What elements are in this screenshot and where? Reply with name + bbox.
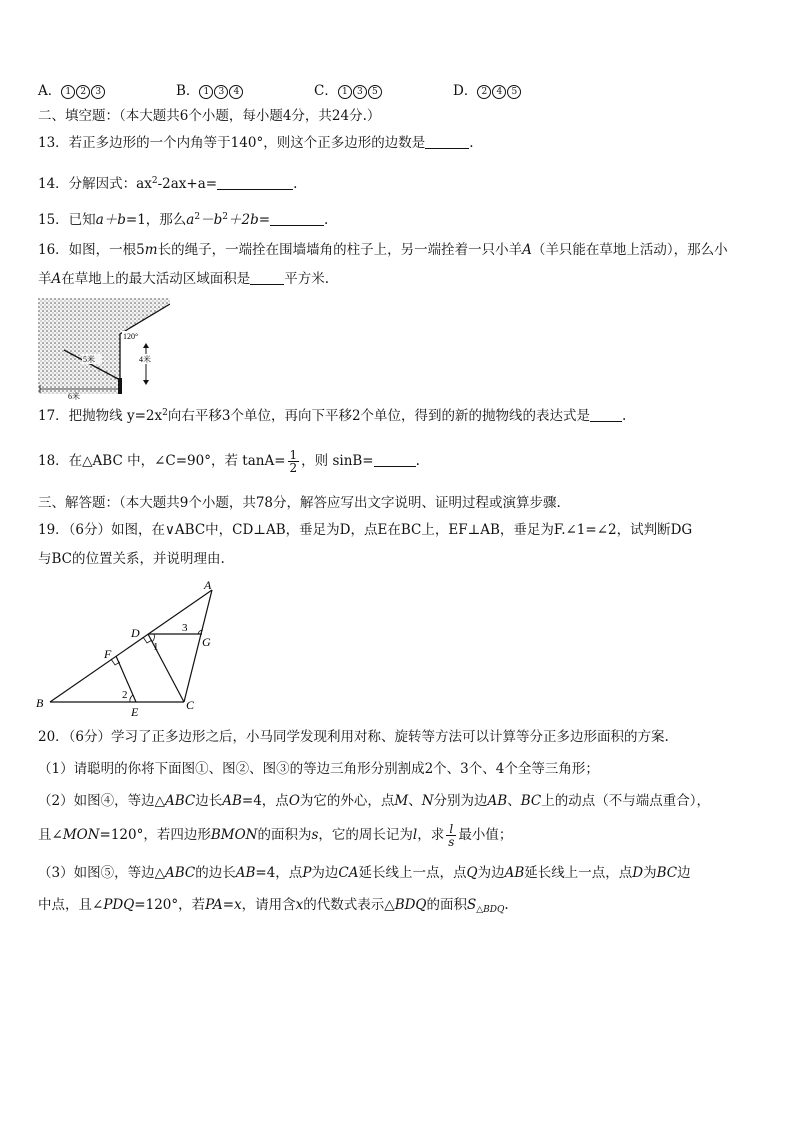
question-20-part-3-line-2: 中点，且∠PDQ=120°，若PA=x，请用含x的代数式表示△BDQ的面积$S_{\triangle BDQ}$. xyxy=(38,897,509,915)
fraction: $\frac{l}{s}$ xyxy=(448,822,455,849)
question-14: 14．分解因式：$ax^2-2ax+a=$ . xyxy=(38,176,298,192)
figure-19-triangle xyxy=(34,576,224,720)
answer-blank xyxy=(250,271,284,285)
circled-number: 2 xyxy=(76,85,90,99)
answer-blank xyxy=(217,176,293,190)
circled-number: 4 xyxy=(229,85,243,99)
question-20-part-3-line-1: （3）如图⑤，等边△ABC的边长AB=4，点P为边CA延长线上一点，点Q为边AB延长线上一点，点D为BC边 xyxy=(38,865,691,881)
circled-number: 3 xyxy=(353,85,367,99)
grass-area xyxy=(38,298,170,394)
circled-number: 1 xyxy=(61,85,75,99)
option-c: C． 1 3 5 xyxy=(314,82,383,100)
question-13: 13．若正多边形的一个内角等于140°，则这个正多边形的边数是 . xyxy=(38,135,474,151)
option-b: B． 1 3 4 xyxy=(176,82,244,100)
section-3-title: 三、解答题：（本大题共9个小题，共78分，解答应写出文字说明、证明过程或演算步骤. xyxy=(38,495,561,511)
circled-number: 5 xyxy=(368,85,382,99)
question-20-part-1: （1）请聪明的你将下面图①、图②、图③的等边三角形分别割成2个、3个、4个全等三角形； xyxy=(38,761,599,777)
point-f-label: F xyxy=(104,647,112,661)
height-label: 4米 xyxy=(139,355,151,364)
section-2-title: 二、填空题：（本大题共6个小题，每小题4分，共24分.） xyxy=(38,108,381,124)
answer-blank xyxy=(425,135,469,149)
angle-2-label: 2 xyxy=(122,689,128,701)
point-b-label: B xyxy=(36,696,44,710)
circled-number: 1 xyxy=(199,85,213,99)
question-20-part-2-line-2: 且∠MON=120°，若四边形BMON的面积为s，它的周长记为l，求 $\frac{l}{s}$ 最小值； xyxy=(38,822,513,849)
circled-number: 1 xyxy=(338,85,352,99)
circled-number: 2 xyxy=(477,85,491,99)
post xyxy=(118,378,122,394)
figure-16-wall-corner xyxy=(38,298,170,400)
answer-blank xyxy=(270,212,324,226)
option-d: D． 2 4 5 xyxy=(453,82,522,100)
point-c-label: C xyxy=(186,698,195,712)
question-19-line-1: 19．（6分）如图，在∨ABC中，CD⊥AB，垂足为D，点E在BC上，EF⊥AB，垂足为F.∠1=∠2，试判断DG xyxy=(38,522,693,538)
point-e-label: E xyxy=(131,705,139,719)
question-17: 17．把抛物线 $y=2x^2$向右平移3个单位，再向下平移2个单位，得到的新的抛物线的表达式是 . xyxy=(38,408,627,424)
point-g-label: G xyxy=(202,635,211,649)
question-19-line-2: 与BC的位置关系，并说明理由. xyxy=(38,551,225,567)
rope-length-label: 5米 xyxy=(83,355,95,364)
circled-number: 4 xyxy=(492,85,506,99)
question-20-line-1: 20．（6分）学习了正多边形之后，小马同学发现利用对称、旋转等方法可以计算等分正多边形面积的方案. xyxy=(38,729,669,745)
question-15: 15．已知a＋b=1，那么$a^2-b^2+2b=$ . xyxy=(38,212,329,228)
point-d-label: D xyxy=(131,626,140,640)
question-18: 18．在△ABC 中，∠C=90°，若 tanA= $\frac{1}{2}$ ，则 sinB= . xyxy=(38,448,420,475)
angle-3-label: 3 xyxy=(182,622,188,634)
answer-blank xyxy=(590,408,622,422)
circled-number: 3 xyxy=(214,85,228,99)
angle-label: 120° xyxy=(123,332,139,341)
circled-number: 3 xyxy=(91,85,105,99)
question-16-line-2: 羊A在草地上的最大活动区域面积是 平方米. xyxy=(38,271,330,287)
fraction: $\frac{1}{2}$ xyxy=(289,448,298,475)
answer-blank xyxy=(374,453,416,467)
angle-2-arc xyxy=(130,695,133,702)
point-a-label: A xyxy=(204,578,212,592)
angle-1-label: 1 xyxy=(153,641,159,653)
option-a: A． 1 2 3 xyxy=(38,82,106,100)
width-label: 6米 xyxy=(68,392,80,400)
question-16-line-1: 16．如图，一根5m长的绳子，一端拴在围墙墙角的柱子上，另一端拴着一只小羊A（羊只能在草地上活动），那么小 xyxy=(38,242,728,258)
question-20-part-2-line-1: （2）如图④，等边△ABC边长AB=4，点O为它的外心，点M、N分别为边AB、BC上的动点（不与端点重合）， xyxy=(38,793,710,809)
circled-number: 5 xyxy=(507,85,521,99)
